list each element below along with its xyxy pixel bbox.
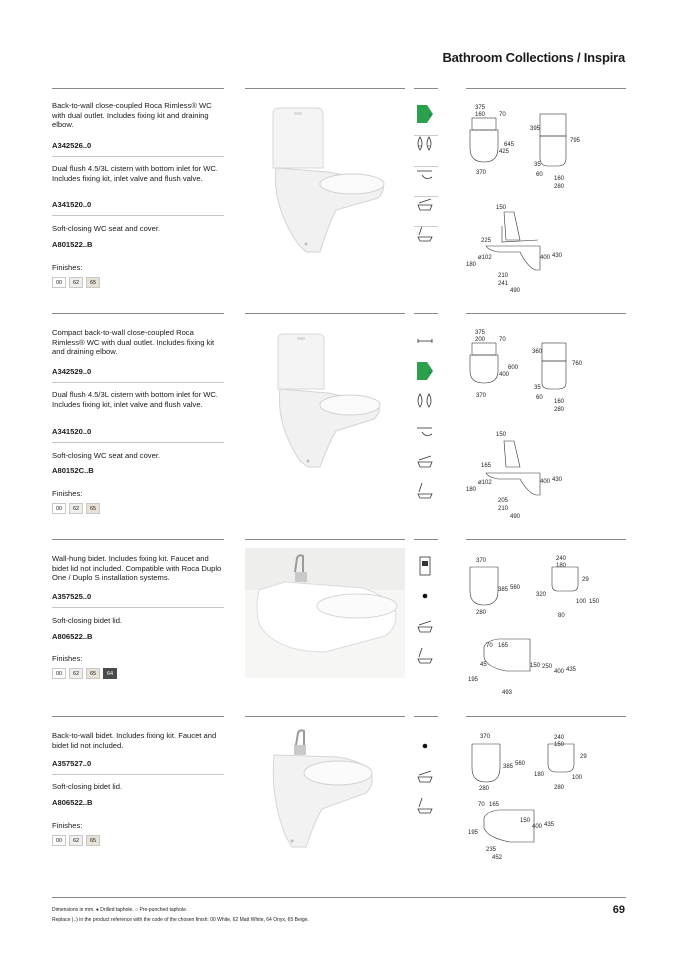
item-divider (52, 774, 224, 775)
product-description: Soft-closing WC seat and cover. (52, 451, 161, 460)
dimension-label: 385 (503, 764, 514, 770)
dimension-label: 70 (486, 643, 493, 649)
finish-swatch-matt-white: 62 (69, 503, 83, 514)
section-divider (52, 716, 224, 717)
dimension-label: 225 (481, 238, 492, 244)
dimension-label: 205 (498, 498, 509, 504)
product-reference: A806522..B (52, 632, 93, 641)
dimension-label: 150 (496, 205, 507, 211)
feature-icons (414, 103, 438, 253)
dimension-label: 400 (499, 372, 510, 378)
product-description: Soft-closing bidet lid. (52, 616, 123, 625)
drilled-taphole-icon (414, 585, 436, 607)
dimension-label: 235 (486, 847, 497, 853)
icon-divider (414, 196, 438, 197)
dimension-label: 240 (556, 556, 567, 562)
icon-divider (414, 135, 438, 136)
soft-close-icon (414, 615, 436, 637)
dimension-label: 400 (554, 669, 565, 675)
soft-close-open-icon (414, 645, 436, 667)
product-reference: A342526..0 (52, 141, 92, 150)
product-description: Dual flush 4.5/3L cistern with bottom inlet for WC. Includes fixing kit, inlet valve and flush valve. (52, 390, 219, 409)
finish-swatch-beige: 65 (86, 835, 100, 846)
dimension-label: 560 (510, 585, 521, 591)
dimension-label: 400 (540, 255, 551, 261)
dimension-label: 435 (566, 667, 577, 673)
dimension-label: 150 (520, 818, 531, 824)
dimension-label: 280 (554, 407, 565, 413)
dimension-label: 200 (475, 337, 486, 343)
feature-icons (414, 735, 438, 825)
finish-swatch-white: 00 (52, 277, 66, 288)
finish-swatch-white: 00 (52, 835, 66, 846)
dimension-label: 395 (530, 126, 541, 132)
finish-swatch-matt-white: 62 (69, 668, 83, 679)
dimension-label: 210 (498, 506, 509, 512)
page-number: 69 (612, 904, 625, 916)
section-divider (52, 88, 224, 89)
item-divider (52, 156, 224, 157)
soft-close-icon (414, 450, 436, 472)
section-divider (466, 716, 626, 717)
dimension-label: 370 (476, 393, 487, 399)
dimension-label: 760 (572, 361, 583, 367)
dimension-label: 70 (478, 802, 485, 808)
dimension-label: 45 (480, 662, 487, 668)
product-description: Soft-closing WC seat and cover. (52, 224, 161, 233)
dimension-label: 360 (532, 349, 543, 355)
section-divider (414, 539, 438, 540)
finish-swatch-matt-white: 62 (69, 835, 83, 846)
finish-swatches (52, 503, 100, 514)
dimension-label: 645 (504, 142, 515, 148)
dimension-label: 70 (499, 337, 506, 343)
dimension-label: 150 (530, 663, 541, 669)
dual-flush-icon (414, 390, 436, 412)
dimension-label: 241 (498, 281, 509, 287)
product-reference: A341520..0 (52, 427, 92, 436)
dimension-label: 320 (536, 592, 547, 598)
finish-swatches (52, 277, 100, 288)
section-divider (466, 313, 626, 314)
section-divider (414, 88, 438, 89)
svg-text:4.5: 4.5 (418, 144, 423, 148)
compact-icon (414, 330, 436, 352)
dimension-label: 370 (480, 734, 491, 740)
dimension-label: 490 (510, 288, 521, 292)
seat-hand-icon (414, 420, 436, 442)
dimension-label: 452 (492, 855, 503, 861)
dimension-label: 430 (552, 253, 563, 259)
product-description: Back-to-wall close-coupled Roca Rimless® WC with dual outlet. Includes fixing kit and draining elbow. (52, 101, 212, 130)
compact-wc-image (262, 333, 392, 473)
page-title: Bathroom Collections / Inspira (442, 50, 625, 65)
installation-frame-icon (414, 555, 436, 577)
product-reference: A80152C..B (52, 466, 94, 475)
dimension-label: 100 (576, 599, 587, 605)
dimension-label: 180 (556, 563, 567, 569)
dimension-label: 35 (534, 385, 541, 391)
feature-icons (414, 330, 438, 510)
dimension-label: 375 (475, 330, 486, 336)
dimension-label: 280 (479, 786, 490, 792)
item-divider (52, 442, 224, 443)
dimension-label: 60 (536, 172, 543, 178)
product-reference: A341520..0 (52, 200, 92, 209)
svg-text:3: 3 (428, 144, 430, 148)
finish-swatch-white: 00 (52, 668, 66, 679)
back-to-wall-bidet-image (262, 727, 392, 857)
dimension-label: 160 (475, 112, 486, 118)
dimension-label: 280 (476, 610, 487, 616)
finish-swatches (52, 668, 117, 679)
dimension-label: 250 (542, 664, 553, 670)
soft-close-open-icon (414, 795, 436, 817)
dimension-label: 60 (536, 395, 543, 401)
product-reference: A801522..B (52, 240, 93, 249)
dimension-label: 385 (498, 587, 509, 593)
dimension-label: 370 (476, 558, 487, 564)
finish-swatch-beige: 65 (86, 668, 100, 679)
finishes-label: Finishes: (52, 263, 83, 272)
feature-icons (414, 555, 438, 675)
icon-divider (414, 226, 438, 227)
finish-swatches (52, 835, 100, 846)
dimension-label: 180 (466, 487, 477, 493)
icon-divider (414, 166, 438, 167)
technical-drawing (462, 551, 632, 699)
wall-hung-bidet-image (245, 548, 405, 678)
product-reference: A357525..0 (52, 592, 92, 601)
product-description: Soft-closing bidet lid. (52, 782, 123, 791)
dimension-label: 160 (554, 176, 565, 182)
dimension-label: 70 (499, 112, 506, 118)
dimension-label: 430 (552, 477, 563, 483)
dimension-label: 195 (468, 677, 479, 683)
dimension-label: 400 (532, 824, 543, 830)
dimension-label: 280 (554, 184, 565, 190)
close-coupled-wc-image (258, 106, 393, 256)
finishes-label: Finishes: (52, 821, 83, 830)
dimension-label: 600 (508, 365, 519, 371)
dimension-label: 425 (499, 149, 510, 155)
footer-note-dimensions: Dimensions in mm. ● Drilled taphole. ○ Pre-punched taphole. (52, 907, 188, 913)
product-reference: A806522..B (52, 798, 93, 807)
technical-drawing (462, 325, 632, 521)
dimension-label: 795 (570, 138, 581, 144)
dimension-label: 280 (554, 785, 565, 791)
dimension-label: 375 (475, 105, 486, 111)
section-divider (466, 539, 626, 540)
dimension-label: 180 (534, 772, 545, 778)
section-divider (245, 313, 405, 314)
soft-close-icon (414, 765, 436, 787)
dimension-label: 29 (582, 577, 589, 583)
dimension-label: 493 (502, 690, 513, 696)
footer-note-finishes: Replace (..) in the product reference with the code of the chosen finish: 00 White, 62 Matt White, 64 Onyx, 65 Beige. (52, 917, 309, 923)
dimension-label: 370 (476, 170, 487, 176)
finish-swatch-beige: 65 (86, 503, 100, 514)
section-divider (245, 539, 405, 540)
section-divider (245, 716, 405, 717)
technical-drawing (462, 728, 632, 874)
technical-drawing (462, 100, 632, 292)
dimension-label: 29 (580, 754, 587, 760)
section-divider (52, 313, 224, 314)
section-divider (245, 88, 405, 89)
item-divider (52, 382, 224, 383)
section-divider (414, 716, 438, 717)
dimension-label: ø102 (478, 480, 492, 486)
dimension-label: 165 (498, 643, 509, 649)
dimension-label: 165 (489, 802, 500, 808)
dimension-label: 195 (468, 830, 479, 836)
product-reference: A342529..0 (52, 367, 92, 376)
dimension-label: 100 (572, 775, 583, 781)
finish-swatch-matt-white: 62 (69, 277, 83, 288)
product-description: Back-to-wall bidet. Includes fixing kit. Faucet and bidet lid not included. (52, 731, 217, 750)
dimension-label: 80 (558, 613, 565, 619)
dimension-label: 400 (540, 479, 551, 485)
section-divider (414, 313, 438, 314)
dimension-label: 210 (498, 273, 509, 279)
finishes-label: Finishes: (52, 654, 83, 663)
item-divider (52, 607, 224, 608)
dimension-label: 490 (510, 514, 521, 520)
dimension-label: 240 (554, 735, 565, 741)
finish-swatch-onyx: 64 (103, 668, 117, 679)
dimension-label: ø102 (478, 255, 492, 261)
footer-divider (52, 897, 626, 898)
dimension-label: 150 (589, 599, 600, 605)
dual-flush-icon (414, 133, 436, 155)
section-divider (466, 88, 626, 89)
dimension-label: 435 (544, 822, 555, 828)
dimension-label: 560 (515, 761, 526, 767)
product-description: Wall-hung bidet. Includes fixing kit. Faucet and bidet lid not included. Compatible with Roca Duplo One / Duplo S installation systems. (52, 554, 222, 583)
dimension-label: 160 (554, 399, 565, 405)
dimension-label: 35 (534, 162, 541, 168)
rimless-icon (414, 360, 436, 382)
dimension-label: 165 (481, 463, 492, 469)
product-reference: A357527..0 (52, 759, 92, 768)
finishes-label: Finishes: (52, 489, 83, 498)
dimension-label: 180 (466, 262, 477, 268)
finish-swatch-beige: 65 (86, 277, 100, 288)
soft-close-open-icon (414, 480, 436, 502)
rimless-icon (414, 103, 436, 125)
finish-swatch-white: 00 (52, 503, 66, 514)
section-divider (52, 539, 224, 540)
product-description: Dual flush 4.5/3L cistern with bottom inlet for WC. Includes fixing kit, inlet valve and flush valve. (52, 164, 219, 183)
product-description: Compact back-to-wall close-coupled Roca Rimless® WC with dual outlet. Includes fixing kit and draining elbow. (52, 328, 215, 357)
item-divider (52, 215, 224, 216)
dimension-label: 150 (554, 742, 565, 748)
drilled-taphole-icon (414, 735, 436, 757)
dimension-label: 150 (496, 432, 507, 438)
